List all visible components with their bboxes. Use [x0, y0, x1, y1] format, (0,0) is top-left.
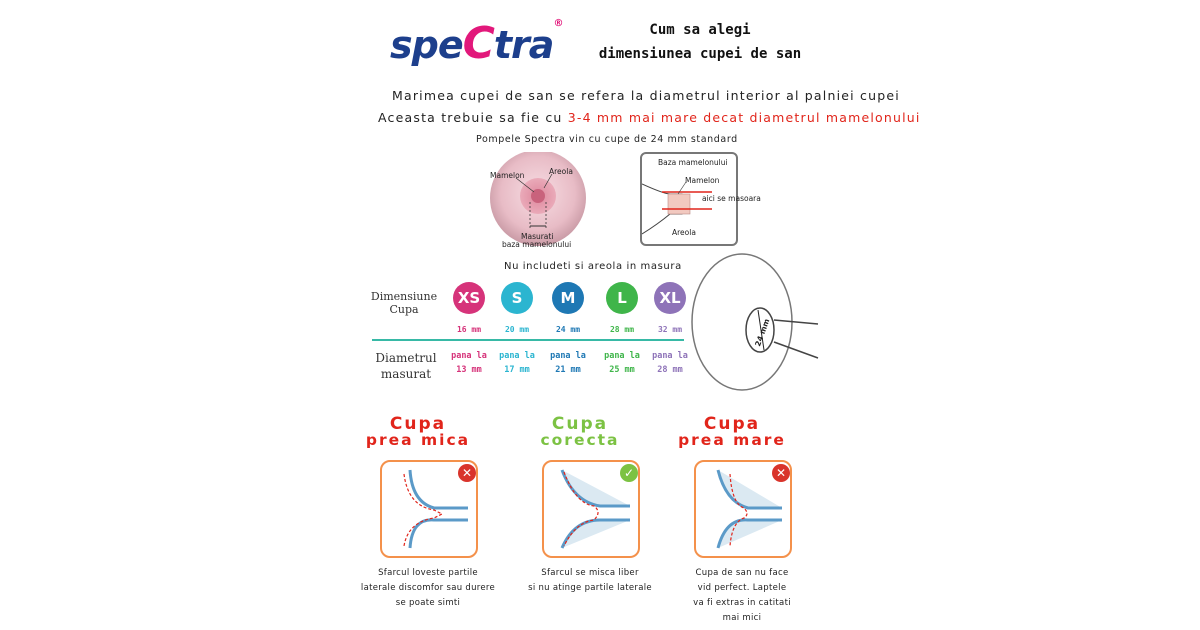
verdict-title-line-2: prea mica [365, 431, 471, 449]
size-badge-xl: XL [654, 282, 686, 314]
size-measured-l: 25 mm [609, 365, 635, 375]
verdict-title-line-1: Cupa [389, 414, 447, 434]
intro-line-3: Pompele Spectra vin cu cupe de 24 mm standard [476, 134, 738, 145]
logo-part-1: spe [390, 23, 463, 67]
label-masurati-2: baza mamelonului [502, 240, 572, 249]
verdict-title-line-2: corecta [540, 431, 620, 449]
verdict-title-prea-mare [662, 416, 802, 448]
divider [372, 339, 684, 341]
size-measured-s: 17 mm [504, 365, 530, 375]
verdict-title-prea-mica [348, 416, 488, 448]
verdict-description-line-2: vid perfect. Laptele [697, 583, 787, 593]
logo-part-2: C [462, 18, 494, 69]
size-badge-s: S [501, 282, 533, 314]
size-pana-la-xs: pana la [451, 351, 487, 361]
title-line-1: Cum sa alegi [649, 22, 751, 38]
label-mamelon-left: Mamelon [490, 171, 525, 180]
note-areola: Nu includeti si areola in masura [504, 261, 682, 272]
size-badge-l: L [606, 282, 638, 314]
label-cupa: Cupa [389, 303, 419, 316]
title-line-2: dimensiunea cupei de san [598, 46, 802, 62]
size-badge-xs: XS [453, 282, 485, 314]
size-measured-xl: 28 mm [657, 365, 683, 375]
size-mm-s: 20 mm [504, 325, 530, 334]
label-baza-mamelonului: Baza mamelonului [658, 158, 728, 167]
label-diametrul-masurat [366, 350, 446, 382]
verdict-description-line-2: si nu atinge partile laterale [528, 583, 652, 593]
verdict-description-prea-mica [348, 566, 508, 611]
label-masurat: masurat [380, 367, 432, 381]
intro-line-1: Marimea cupei de san se refera la diametrul interior al palniei cupei [392, 88, 900, 103]
logo-registered: ® [553, 18, 563, 29]
cross-icon: ✕ [772, 464, 790, 482]
label-areola-right: Areola [672, 228, 696, 237]
intro-line-2-highlight: 3-4 mm mai mare decat diametrul mamelonului [567, 110, 921, 125]
size-mm-m: 24 mm [555, 325, 581, 334]
label-dimensiune-cupa [366, 290, 442, 316]
verdict-title-line-1: Cupa [703, 414, 761, 434]
logo-part-3: tra [493, 23, 554, 67]
verdict-title-line-2: prea mare [678, 431, 786, 449]
intro-line-2-prefix: Aceasta trebuie sa fie cu [378, 110, 568, 125]
verdict-description-line-4: mai mici [722, 613, 762, 623]
size-badge-m: M [552, 282, 584, 314]
verdict-description-line-2: laterale discomfor sau durere [360, 583, 496, 593]
size-pana-la-xl: pana la [652, 351, 688, 361]
cross-icon: ✕ [458, 464, 476, 482]
label-diametrul: Diametrul [375, 351, 437, 365]
size-pana-la-l: pana la [604, 351, 640, 361]
verdict-title-corecta [510, 416, 650, 448]
size-measured-xs: 13 mm [456, 365, 482, 375]
size-pana-la-s: pana la [499, 351, 535, 361]
intro-line-2 [378, 110, 921, 125]
size-mm-l: 28 mm [609, 325, 635, 334]
label-masurati-1: Masurati [521, 232, 554, 241]
size-measured-m: 21 mm [555, 365, 581, 375]
verdict-description-line-1: Cupa de san nu face [695, 568, 789, 578]
check-icon: ✓ [620, 464, 638, 482]
breast-shield-illustration [690, 250, 820, 395]
verdict-description-prea-mare [662, 566, 822, 626]
size-mm-xs: 16 mm [456, 325, 482, 334]
label-areola-left: Areola [549, 167, 573, 176]
verdict-description-corecta [510, 566, 670, 596]
label-dimensiune: Dimensiune [370, 290, 438, 303]
verdict-title-line-1: Cupa [551, 414, 609, 434]
size-mm-xl: 32 mm [657, 325, 683, 334]
verdict-description-line-1: Sfarcul loveste partile [378, 568, 478, 578]
verdict-description-line-3: va fi extras in catitati [693, 598, 791, 608]
spectra-logo [390, 18, 562, 69]
size-pana-la-m: pana la [550, 351, 586, 361]
verdict-description-line-1: Sfarcul se misca liber [541, 568, 639, 578]
cup-size-label: 24 mm [753, 317, 772, 348]
verdict-description-line-3: se poate simti [395, 598, 461, 608]
page-title [590, 22, 810, 62]
label-mamelon-right: Mamelon [685, 176, 720, 185]
label-aici-se-masoara: aici se masoara [702, 194, 761, 203]
